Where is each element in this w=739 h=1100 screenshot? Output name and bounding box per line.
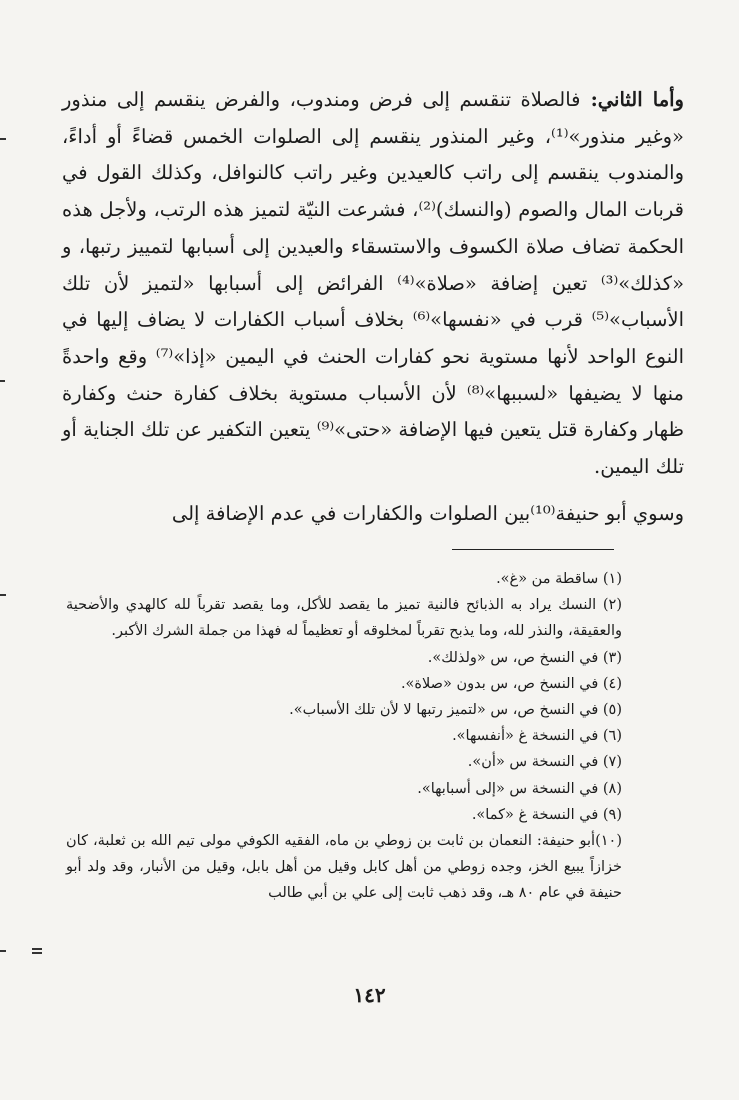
footnote-6: (٦) في النسخة غ «أنفسها». (452, 728, 622, 745)
footnote-10: (١٠)أبو حنيفة: النعمان بن ثابت بن زوطي بن ماه، الفقيه الكوفي مولى تيم الله بن ثعلبة، كان خزازاً يبيع الخز، وجده زوطي من أهل كابل وقيل من أهل بابل، وقيل من الأنبار، وقد ولد أبو حنيفة في عام ٨٠ هـ، وقد ذهب ثابت إلى علي بن أبي طالب (66, 833, 622, 902)
footnote-8: (٨) في النسخة س «إلى أسبابها». (417, 780, 622, 797)
footnote-4: (٤) في النسخ ص، س بدون «صلاة». (400, 675, 622, 692)
page-number: ١٤٢ (353, 983, 386, 1007)
footnote-9: (٩) في النسخة غ «كما». (471, 806, 622, 823)
footnote-5: (٥) في النسخ ص، س «لتميز رتبها لا لأن تلك الأسباب». (289, 702, 622, 719)
footnote-3: (٣) في النسخ ص، س «ولذلك». (427, 649, 622, 666)
paragraph-1-text: فالصلاة تنقسم إلى فرض ومندوب، والفرض ينقسم إلى منذور «وغير منذور»⁽¹⁾، وغير المنذور ينقسم إلى الصلوات الخمس قضاءً أو أداءً، والمندوب ينقسم إلى راتب كالعيدين وغير راتب كالنوافل، وكذلك القول في قربات المال والصوم (والنسك)⁽²⁾، فشرعت النيّة لتميز هذه الرتب، ولأجل هذه الحكمة تضاف صلاة الكسوف والاستسقاء والعيدين إلى أسبابها لتمييز رتبها، و «كذلك»⁽³⁾ تعين إضافة «صلاة»⁽⁴⁾ الفرائض إلى أسبابها «لتميز لأن تلك الأسباب»⁽⁵⁾ قرب في «نفسها»⁽⁶⁾ بخلاف أسباب الكفارات لا يضاف إليها في النوع الواحد لأنها مستوية نحو كفارات الحنث في اليمين «إذا»⁽⁷⁾ وقع واحدةً منها لا يضيفها «لسببها»⁽⁸⁾ لأن الأسباب مستوية بخلاف كفارة حنث وكفارة ظهار وكفارة قتل يتعين فيها الإضافة «حتى»⁽⁹⁾ يتعين التكفير عن تلك الجناية أو تلك اليمين. (62, 88, 685, 479)
continuation-equals-mark (32, 948, 42, 954)
section-lead: وأما الثاني: (580, 88, 684, 111)
footnote-separator (452, 549, 614, 550)
footnote-1: (١) ساقطة من «غ». (496, 571, 622, 587)
footnote-2: (٢) النسك يراد به الذبائح فالنية تميز ما يقصد للأكل، وما يقصد تقرباً لله كالهدي والأضحية والعقيقة، والنذر لله، وما يذبح تقرباً لمخلوقه أو تعظيماً له فهذا من جملة الشرك الأكبر. (66, 597, 622, 640)
paragraph-1 (62, 82, 684, 486)
margin-mark (0, 380, 5, 382)
footnotes (66, 566, 622, 907)
margin-mark (0, 594, 6, 596)
margin-mark (0, 950, 6, 952)
paragraph-2: وسوي أبو حنيفة⁽¹⁰⁾بين الصلوات والكفارات في عدم الإضافة إلى (171, 501, 684, 525)
footnote-7: (٧) في النسخة س «أن». (467, 754, 622, 771)
main-text (62, 82, 684, 532)
margin-mark (0, 138, 6, 140)
